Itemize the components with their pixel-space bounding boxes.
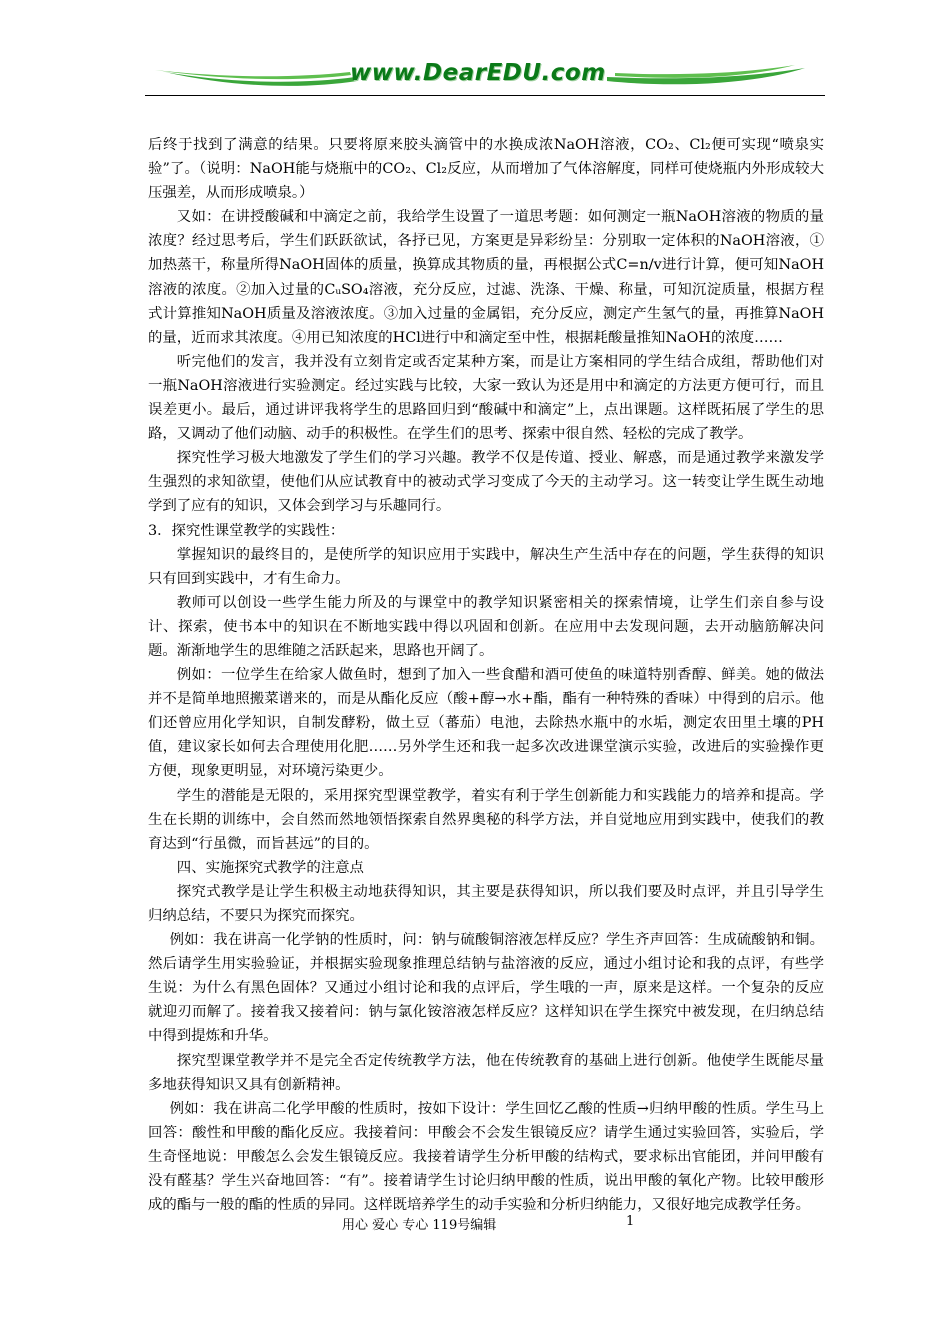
paragraph: 后终于找到了满意的结果。只要将原来胶头滴管中的水换成浓NaOH溶液，CO₂、Cl₂便可实现“喷泉实验”了。（说明：NaOH能与烧瓶中的CO₂、Cl₂反应，从而增加了气体溶解度，同样可使烧瓶内外形成较大压强差，从而形成喷泉。） xyxy=(148,137,824,202)
document-body xyxy=(148,133,824,1217)
paragraph: 掌握知识的最终目的，是使所学的知识应用于实践中，解决生产生活中存在的问题，学生获得的知识只有回到实践中，才有生命力。 xyxy=(148,546,824,587)
footer-text: 用心 爱心 专心 119号编辑 xyxy=(342,1218,497,1233)
page-number: 1 xyxy=(626,1214,635,1229)
paragraph: 教师可以创设一些学生能力所及的与课堂中的教学知识紧密相关的探索情境，让学生们亲自参与设计、探索，使书本中的知识在不断地实践中得以巩固和创新。在应用中去发现问题，去开动脑筋解决问题。渐渐地学生的思维随之活跃起来，思路也开阔了。 xyxy=(148,594,824,659)
paragraph: 探究型课堂教学并不是完全否定传统教学方法，他在传统教育的基础上进行创新。他使学生既能尽量多地获得知识又具有创新精神。 xyxy=(148,1052,824,1093)
paragraph: 听完他们的发言，我并没有立刻肯定或否定某种方案，而是让方案相同的学生结合成组，帮助他们对一瓶NaOH溶液进行实验测定。经过实践与比较，大家一致认为还是用中和滴定的方法更方便可行，而且误差更小。最后，通过讲评我将学生的思路回归到“酸碱中和滴定”上，点出课题。这样既拓展了学生的思路，又调动了他们动脑、动手的积极性。在学生们的思考、探索中很自然、轻松的完成了教学。 xyxy=(148,353,824,443)
section-heading: 3．探究性课堂教学的实践性： xyxy=(148,522,345,539)
header-rule xyxy=(145,95,825,96)
paragraph: 例如：我在讲高二化学甲酸的性质时，按如下设计：学生回忆乙酸的性质→归纳甲酸的性质。学生马上回答：酸性和甲酸的酯化反应。我接着问：甲酸会不会发生银镜反应？请学生通过实验回答，实验后，学生奇怪地说：甲酸怎么会发生银镜反应。我接着请学生分析甲酸的结构式，要求标出官能团，并问甲酸有没有醛基？学生兴奋地回答：“有”。接着请学生讨论归纳甲酸的性质，说出甲酸的氧化产物。比较甲酸形成的酯与一般的酯的性质的异同。这样既培养学生的动手实验和分析归纳能力，又很好地完成教学任务。 xyxy=(148,1100,824,1214)
site-logo-text: www.DearEDU.com xyxy=(350,60,606,86)
paragraph: 学生的潜能是无限的，采用探究型课堂教学，着实有利于学生创新能力和实践能力的培养和提高。学生在长期的训练中，会自然而然地领悟探索自然界奥秘的科学方法，并自觉地应用到实践中，使我们的教育达到“行虽微，而旨甚远”的目的。 xyxy=(148,787,824,852)
paragraph: 例如：一位学生在给家人做鱼时，想到了加入一些食醋和酒可使鱼的味道特别香醇、鲜美。她的做法并不是简单地照搬菜谱来的，而是从酯化反应（酸+醇→水+酯，酯有一种特殊的香味）中得到的启示。他们还曾应用化学知识，自制发酵粉，做土豆（蕃茄）电池，去除热水瓶中的水垢，测定农田里土壤的PH值，建议家长如何去合理使用化肥……另外学生还和我一起多次改进课堂演示实验，改进后的实验操作更方便，现象更明显，对环境污染更少。 xyxy=(148,667,824,780)
paragraph: 例如：我在讲高一化学钠的性质时，问：钠与硫酸铜溶液怎样反应？学生齐声回答：生成硫酸钠和铜。然后请学生用实验验证，并根据实验现象推理总结钠与盐溶液的反应，通过小组讨论和我的点评，有些学生说：为什么有黑色固体？又通过小组讨论和我的点评后，学生哦的一声，原来是这样。一个复杂的反应就迎刃而解了。接着我又接着问：钠与氯化铵溶液怎样反应？这样知识在学生探究中被发现，在归纳总结中得到提炼和升华。 xyxy=(148,932,824,1045)
section-heading: 四、实施探究式教学的注意点 xyxy=(176,859,364,876)
paragraph: 探究式教学是让学生积极主动地获得知识，其主要是获得知识，所以我们要及时点评，并且引导学生归纳总结，不要只为探究而探究。 xyxy=(148,883,824,924)
paragraph: 探究性学习极大地激发了学生们的学习兴趣。教学不仅是传道、授业、解惑，而是通过教学来激发学生强烈的求知欲望，使他们从应试教育中的被动式学习变成了今天的主动学习。这一转变让学生既生动地学到了应有的知识，又体会到学习与乐趣同行。 xyxy=(148,450,824,515)
page-header xyxy=(145,58,825,98)
paragraph: 又如：在讲授酸碱和中滴定之前，我给学生设置了一道思考题：如何测定一瓶NaOH溶液的物质的量浓度？经过思考后，学生们跃跃欲试，各抒已见，方案更是异彩纷呈：分别取一定体积的NaOH溶液，①加热蒸干，称量所得NaOH固体的质量，换算成其物质的量，再根据公式C=n/v进行计算，便可知NaOH溶液的浓度。②加入过量的CᵤSO₄溶液，充分反应，过滤、洗涤、干燥、称量，可知沉淀质量，根据方程式计算推知NaOH质量及溶液浓度。③加入过量的金属铝，充分反应，测定产生氢气的量，再推算NaOH的量，近而求其浓度。④用已知浓度的HCl进行中和滴定至中性，根据耗酸量推知NaOH的浓度…… xyxy=(148,209,824,346)
